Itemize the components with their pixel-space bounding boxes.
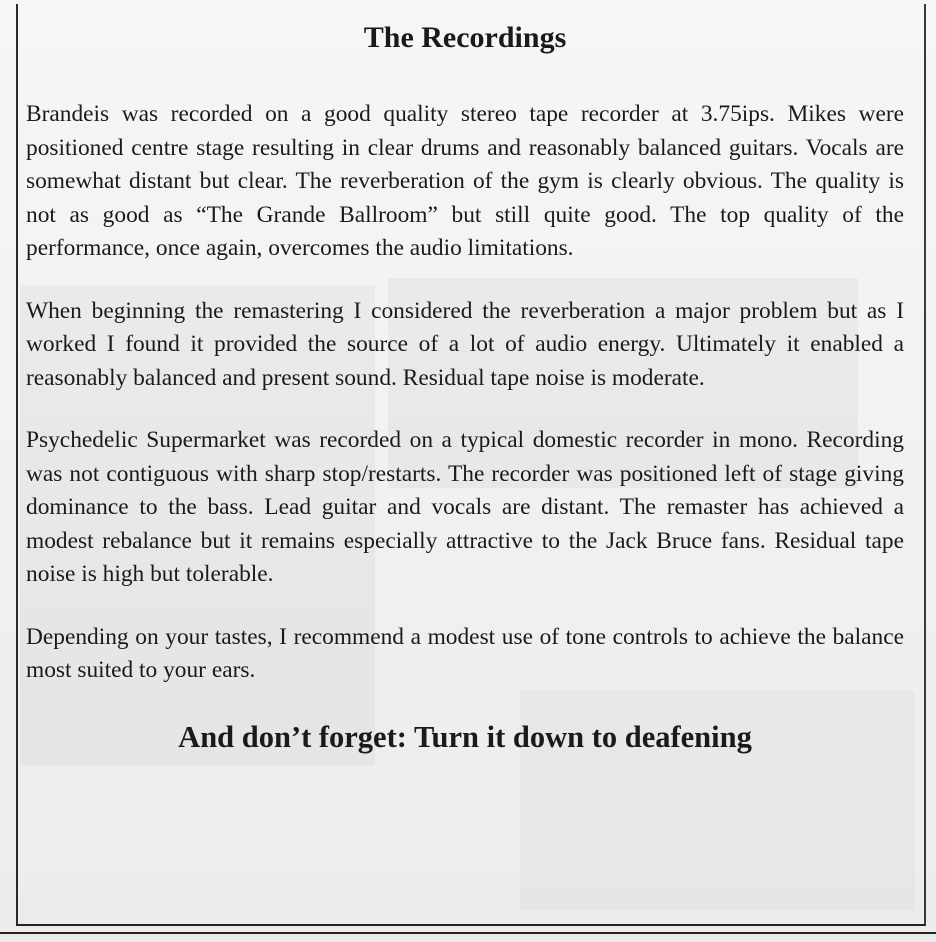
bottom-rule xyxy=(0,932,936,934)
paragraph-psychedelic-supermarket: Psychedelic Supermarket was recorded on a typical domestic recorder in mono. Recording was not contiguous with sharp stop/restarts. The recorder was positioned left of stage giving dominance to the bass. Lead guitar and vocals are distant. The remaster has achieved a modest rebalance but it remains especially attractive to the Jack Bruce fans. Residual tape noise is high but tolerable. xyxy=(26,427,904,587)
paragraph-remastering: When beginning the remastering I considered the reverberation a major problem but as I worked I found it provided the source of a lot of audio energy. Ultimately it enabled a reasonably balanced and present sound. Residual tape noise is moderate. xyxy=(26,297,904,391)
closing-line: And don’t forget: Turn it down to deafening xyxy=(178,719,752,754)
document-title: The Recordings xyxy=(363,21,567,54)
paragraph-tone-controls: Depending on your tastes, I recommend a modest use of tone controls to achieve the balance most suited to your ears. xyxy=(26,623,904,683)
paragraph-brandeis: Brandeis was recorded on a good quality stereo tape recorder at 3.75ips. Mikes were positioned centre stage resulting in clear drums and reasonably balanced guitars. Vocals are somewhat distant but clear. The reverberation of the gym is clearly obvious. The quality is not as good as “The Grande Ballroom” but still quite good. The top quality of the performance, once again, overcomes the audio limitations. xyxy=(26,101,904,261)
document-body xyxy=(26,16,904,757)
